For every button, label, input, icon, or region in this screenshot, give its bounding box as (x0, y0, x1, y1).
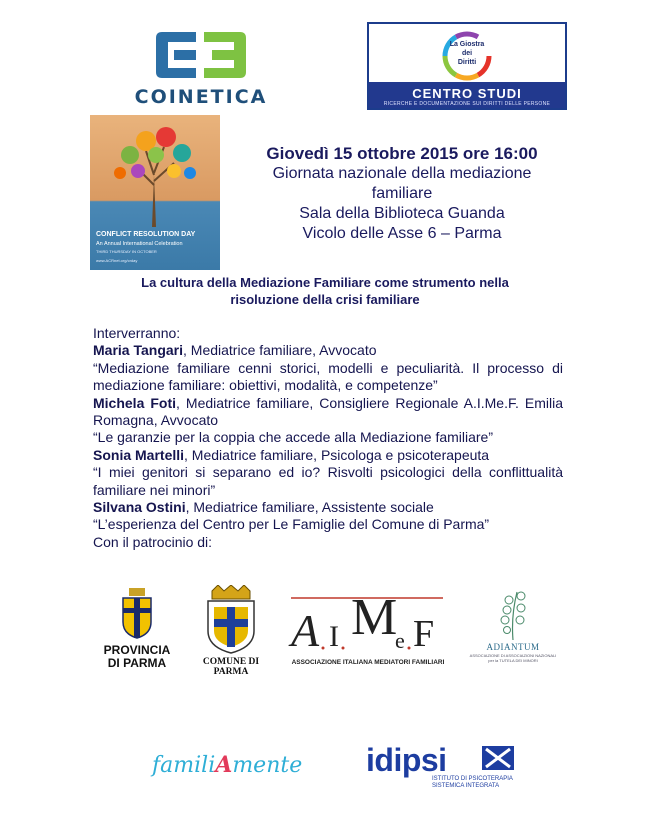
familiamente-logo (152, 752, 327, 788)
svg-text:M: M (351, 590, 398, 646)
comune-label: COMUNE DI PARMA (202, 657, 260, 677)
aimef-letters-icon (283, 590, 453, 658)
tree-illustration-icon (90, 115, 220, 230)
svg-text:e: e (395, 628, 405, 653)
giostra-ring-text (447, 40, 487, 67)
adiantum-subtitle (463, 653, 563, 663)
speaker-name: Michela Foti (93, 394, 177, 411)
poster-subtitle: An Annual International Celebration (96, 241, 183, 247)
ring-text-line: dei (461, 50, 473, 57)
comune-di-parma-logo (186, 585, 276, 675)
event-venue: Sala della Biblioteca Guanda (299, 205, 505, 222)
speaker-role: , Mediatrice familiare, Consigliere Regionale A.I.Me.F. Emilia Romagna, Avvocato (93, 394, 563, 429)
event-line: familiare (371, 185, 433, 202)
adiantum-fern-icon (463, 586, 563, 640)
speaker-entry (93, 499, 563, 516)
adiantum-subtitle-line: per la TUTELA DEI MINORI (488, 658, 538, 663)
adiantum-subtitle-line: ASSOCIAZIONE DI ASSOCIAZIONI NAZIONALI (469, 653, 557, 658)
event-line: Giornata nazionale della mediazione (272, 165, 532, 182)
patronage-label: Con il patrocinio di: (93, 533, 213, 550)
speaker-name: Sonia Martelli (93, 446, 185, 463)
provincia-label (93, 644, 181, 670)
speaker-talk: “Le garanzie per la coppia che accede alla Mediazione familiare” (93, 429, 494, 446)
event-date: Giovedì 15 ottobre 2015 ore 16:00 (266, 144, 538, 163)
aimef-label: ASSOCIAZIONE ITALIANA MEDIATORI FAMILIARI (291, 659, 445, 666)
speaker-talk: “L’esperienza del Centro per Le Famiglie del Comune di Parma” (93, 516, 490, 533)
ring-text-line: La Giostra (449, 41, 485, 48)
ring-text-line: Diritti (457, 59, 477, 66)
coinetica-mark-icon (152, 30, 250, 80)
speaker-entry (93, 342, 563, 359)
centro-studi-title: CENTRO STUDI (412, 86, 522, 101)
provincia-crest-icon (121, 588, 153, 640)
poster-url: www.ACRnet.org/crday (96, 258, 138, 263)
aimef-logo (283, 590, 453, 670)
idipsi-subtitle (432, 776, 524, 790)
headline-line: risoluzione della crisi familiare (230, 292, 420, 307)
comune-crest-icon (204, 585, 258, 655)
adiantum-logo (463, 586, 563, 666)
speaker-role: , Mediatrice familiare, Assistente sociale (185, 499, 434, 516)
headline-line: La cultura della Mediazione Familiare come strumento nella (141, 275, 509, 290)
speakers-list (93, 325, 563, 551)
centro-studi-logo (367, 22, 567, 110)
svg-text:I: I (329, 620, 339, 653)
poster-title: CONFLICT RESOLUTION DAY (96, 231, 196, 238)
svg-text:F: F (413, 613, 435, 655)
idipsi-wordmark: idipsi (366, 742, 447, 778)
poster-line: THIRD THURSDAY IN OCTOBER (96, 249, 157, 254)
speaker-role: , Mediatrice familiare, Avvocato (183, 342, 377, 359)
adiantum-label: ADIANTUM (486, 642, 540, 652)
provincia-label-line: PROVINCIA (103, 643, 171, 657)
event-details (232, 144, 572, 244)
idipsi-logo (366, 742, 526, 790)
centro-studi-subtitle: RICERCHE E DOCUMENTAZIONE SUI DIRITTI DELLE PERSONE (383, 101, 551, 107)
headline (80, 274, 570, 308)
speaker-entry (93, 395, 563, 430)
provincia-label-line: DI PARMA (107, 656, 167, 670)
speaker-name: Maria Tangari (93, 342, 183, 359)
speaker-entry (93, 447, 563, 464)
idipsi-subtitle-line: ISTITUTO DI PSICOTERAPIA (432, 776, 513, 782)
idipsi-cross-icon (482, 746, 514, 770)
familiamente-part: A (215, 752, 233, 778)
idipsi-subtitle-line: SISTEMICA INTEGRATA (432, 783, 500, 789)
coinetica-wordmark: COINETICA (134, 86, 268, 108)
event-address: Vicolo delle Asse 6 – Parma (302, 225, 502, 242)
provincia-di-parma-logo (93, 588, 181, 670)
familiamente-part: famili (152, 753, 216, 778)
svg-text:A: A (291, 605, 320, 656)
conflict-resolution-poster (90, 115, 220, 270)
speaker-talk: “Mediazione familiare cenni storici, modelli e peculiarità. Il processo di mediazione familiare: obiettivi, modalità, e competenze” (93, 359, 563, 394)
speakers-intro: Interverranno: (93, 325, 181, 341)
familiamente-part: mente (232, 753, 303, 778)
coinetica-logo (116, 30, 286, 110)
speaker-role: , Mediatrice familiare, Psicologa e psicoterapeuta (184, 446, 490, 463)
speaker-talk: “I miei genitori si separano ed io? Risvolti psicologici della conflittualità familiare nei minori” (93, 464, 563, 498)
speaker-name: Silvana Ostini (93, 499, 186, 516)
